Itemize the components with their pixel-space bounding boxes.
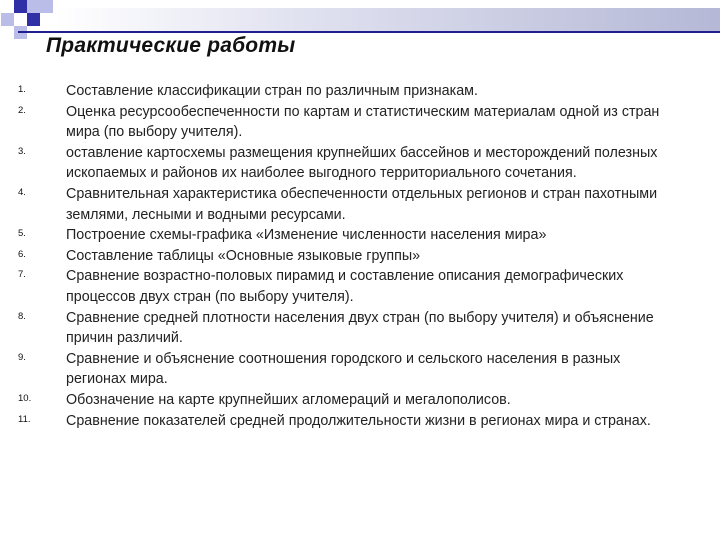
list-item	[0, 411, 720, 432]
item-number: 8.	[18, 310, 26, 322]
list-item	[0, 390, 720, 411]
list-item	[0, 143, 720, 184]
square-light	[40, 0, 53, 13]
item-number: 5.	[18, 228, 26, 240]
item-number: 2.	[18, 104, 26, 116]
square-dark	[27, 13, 40, 26]
item-number: 4.	[18, 186, 26, 198]
item-text: Составление таблицы «Основные языковые группы»	[66, 247, 421, 264]
list-item	[0, 184, 720, 225]
item-number: 3.	[18, 145, 26, 157]
header-divider	[18, 31, 720, 33]
item-text: Оценка ресурсообеспеченности по картам и статистическим материалам одной из стран мира (по выбору учителя).	[66, 103, 660, 141]
item-number: 1.	[18, 84, 26, 95]
list-item	[0, 308, 720, 349]
square-dark	[14, 0, 27, 13]
practical-works-list	[0, 81, 720, 431]
list-item	[0, 266, 720, 307]
item-number: 7.	[18, 269, 26, 281]
slide-title: Практические работы	[46, 34, 296, 57]
list-item	[0, 225, 720, 246]
list-item	[0, 102, 720, 143]
item-text: Сравнение показателей средней продолжительности жизни в регионах мира и странах.	[66, 412, 651, 429]
list-item	[0, 81, 720, 102]
item-text: Обозначение на карте крупнейших агломераций и мегалополисов.	[66, 391, 511, 408]
item-number: 11.	[18, 413, 31, 425]
item-text: Сравнение возрастно-половых пирамид и составление описания демографических процессов двух стран (по выбору учителя).	[66, 268, 624, 305]
item-text: Построение схемы-графика «Изменение численности населения мира»	[66, 227, 547, 244]
item-text: Сравнительная характеристика обеспеченности отдельных регионов и стран пахотными землями, лесными и водными ресурсами.	[66, 185, 658, 223]
item-number: 9.	[18, 351, 26, 363]
list-item	[0, 246, 720, 267]
item-number: 6.	[18, 248, 26, 260]
square-light	[1, 13, 14, 26]
item-text: Сравнение и объяснение соотношения городского и сельского населения в разных регионах мира.	[66, 350, 621, 388]
item-text: оставление картосхемы размещения крупнейших бассейнов и месторождений полезных ископаемых и районов их наиболее выгодного территориального сочетания.	[66, 144, 658, 182]
item-number: 10.	[18, 392, 32, 404]
list-item	[0, 349, 720, 390]
square-light	[27, 0, 40, 13]
item-text: Составление классификации стран по различным признакам.	[66, 83, 478, 99]
item-text: Сравнение средней плотности населения двух стран (по выбору учителя) и объяснение причин различий.	[66, 309, 654, 347]
header-band	[55, 8, 720, 32]
